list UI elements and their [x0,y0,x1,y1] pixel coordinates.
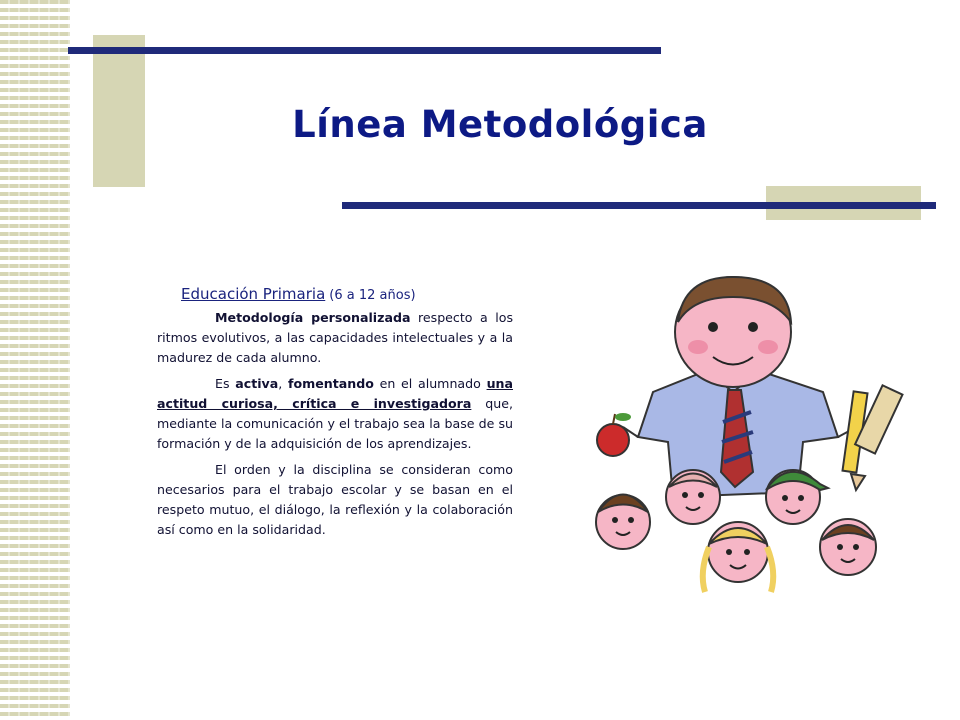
p1-bold: Metodología personalizada [215,310,411,325]
section-heading-text: Educación Primaria [181,285,326,303]
teacher-and-children-illustration [583,262,923,608]
p2-bold-1: activa [235,376,279,391]
section-heading [157,284,513,306]
p2-text-1: Es [215,376,236,391]
slide-title: Línea Metodológica [292,103,708,146]
p2-text-3: en el alumnado [373,376,487,391]
slide-body [157,284,513,546]
p2-text-4: que, mediante la comunicación y el trabajo sea la base de su formación y de la adquisición de los aprendizajes. [157,396,513,451]
paragraph-2 [157,374,513,454]
section-age-range: (6 a 12 años) [329,288,416,303]
top-rule [68,47,661,54]
p2-bold-2: fomentando [287,376,374,391]
paragraph-1 [157,308,513,368]
bottom-rule [342,202,936,209]
p2-bold-3: una actitud curiosa, crítica e investigadora [157,376,513,411]
p2-text-2: , [278,376,288,391]
paragraph-3: El orden y la disciplina se consideran como necesarios para el trabajo escolar y se basan en el respeto mutuo, el diálogo, la reflexión y la colaboración así como en la solidaridad. [157,462,513,537]
p1-text: respecto a los ritmos evolutivos, a las capacidades intelectuales y a la madurez de cada alumno. [157,310,514,365]
